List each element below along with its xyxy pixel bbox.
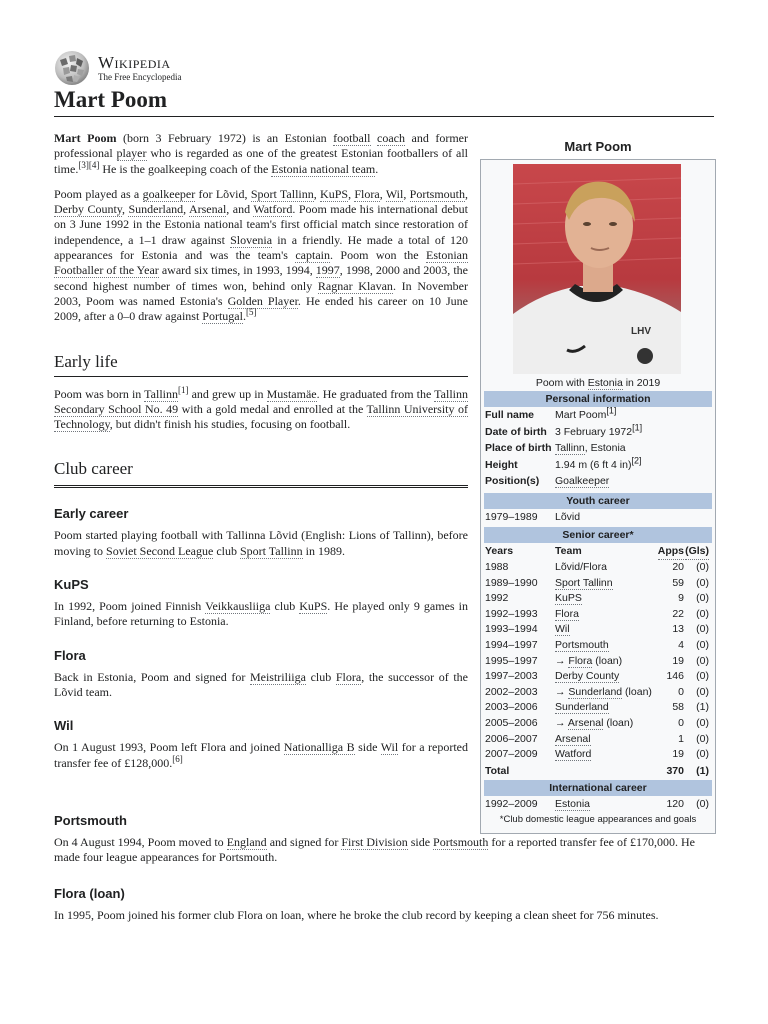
text-run: ,	[122, 202, 129, 217]
text-run: club	[213, 543, 240, 558]
text-run: Poom was born in	[54, 386, 145, 401]
career-goals: (0)	[696, 592, 709, 605]
wiki-link[interactable]: Tallinn	[144, 386, 178, 401]
career-goals: (0)	[696, 654, 709, 667]
text-run: 3 February 1972	[555, 425, 633, 438]
youth-career-row	[484, 509, 712, 525]
wiki-link[interactable]: Arsenal	[555, 732, 591, 745]
career-apps: 19	[672, 748, 684, 761]
portsmouth-paragraph	[54, 835, 714, 866]
wiki-link[interactable]: Sunderland	[128, 202, 184, 217]
career-apps: 9	[678, 592, 684, 605]
wiki-link[interactable]: coach	[377, 131, 405, 145]
photo-caption	[481, 377, 715, 389]
text-run: club	[305, 669, 336, 684]
subsection-heading-early-career: Early career	[54, 506, 129, 522]
player-photo[interactable]	[513, 164, 681, 374]
career-goals: (0)	[696, 607, 709, 620]
career-team	[555, 637, 609, 653]
wiki-link[interactable]: Flora	[354, 186, 380, 201]
wiki-link[interactable]: Flora	[568, 654, 593, 667]
subsection-heading-portsmouth: Portsmouth	[54, 813, 127, 828]
career-years: 1993–1994	[485, 623, 538, 636]
wiki-link[interactable]: Slovenia	[230, 232, 273, 247]
wiki-link[interactable]: Goalkeeper	[555, 475, 610, 487]
text-run: ,	[379, 186, 386, 201]
citation-ref[interactable]: [2]	[631, 455, 642, 465]
page-title: Mart Poom	[54, 86, 714, 117]
wiki-link[interactable]: Sport Tallinn	[240, 543, 303, 558]
wiki-link[interactable]: Nationalliga B	[283, 740, 355, 755]
text-run: (loan)	[603, 717, 634, 729]
wiki-link[interactable]: Flora	[335, 669, 362, 684]
personal-info-value	[555, 424, 642, 440]
text-run: He is the goalkeeping coach of the	[99, 161, 272, 176]
early-career-paragraph	[54, 528, 468, 559]
wiki-link[interactable]: football	[333, 131, 371, 145]
career-years: 1997–2003	[485, 670, 538, 683]
senior-career-header: Senior career*	[484, 527, 712, 543]
wiki-link[interactable]: Meistriliiga	[249, 669, 306, 684]
career-years: 1995–1997	[485, 654, 538, 667]
text-run: Lõvid	[555, 511, 581, 523]
text-run: for a reported transfer fee of £128,000.	[54, 740, 468, 770]
text-run: →	[555, 717, 568, 729]
early-life-paragraph	[54, 384, 468, 433]
career-apps: 13	[672, 623, 684, 636]
career-years: 1988	[485, 561, 509, 573]
wiki-link[interactable]: Portsmouth	[409, 186, 465, 201]
career-apps: 1	[678, 732, 684, 745]
kups-paragraph	[54, 599, 468, 630]
personal-info-row	[484, 440, 712, 456]
personal-info-label: Height	[485, 458, 518, 471]
wiki-link[interactable]: Ragnar Klavan	[317, 278, 393, 293]
text-run: On 1 August 1993, Poom left Flora and joined	[54, 740, 284, 755]
wiki-link[interactable]: Wil	[380, 740, 399, 755]
section-heading-early-life: Early life	[54, 351, 468, 377]
career-goals: (0)	[696, 798, 709, 810]
citation-ref[interactable]: [6]	[172, 753, 183, 764]
personal-info-value	[555, 473, 609, 489]
career-team	[555, 746, 591, 762]
senior-career-row	[484, 606, 712, 622]
wil-paragraph	[54, 740, 468, 771]
text-run: . He ended his career on 10 June 2009, after a 0–0 draw against	[54, 293, 468, 324]
citation-ref[interactable]: [1]	[632, 422, 643, 432]
text-run: . He played only 9 games in Finland, before returning to Estonia.	[54, 599, 468, 629]
text-run: (loan)	[622, 685, 652, 698]
career-team	[555, 559, 607, 575]
senior-career-row	[484, 668, 712, 684]
bold-text: Mart Poom	[54, 131, 117, 145]
career-goals: (0)	[696, 639, 709, 651]
text-run: →	[555, 685, 569, 698]
tagline: The Free Encyclopedia	[98, 71, 182, 82]
subsection-heading-flora-loan: Flora (loan)	[54, 886, 125, 901]
text-run: for Lõvid,	[195, 186, 251, 201]
svg-text:LHV: LHV	[631, 326, 651, 337]
wiki-link[interactable]: Sunderland	[555, 701, 609, 714]
career-years: 1992–1993	[485, 607, 538, 620]
career-team	[555, 684, 652, 700]
text-run: (loan)	[592, 654, 623, 667]
wiki-link[interactable]: Estonia national team	[271, 161, 376, 176]
text-run: 1.94 m (6 ft 4 in)	[555, 458, 632, 471]
career-years: 1992	[485, 592, 509, 605]
career-years: 1979–1989	[485, 511, 538, 523]
infobox-title: Mart Poom	[564, 139, 632, 154]
career-apps: 146	[666, 670, 684, 683]
personal-info-row	[484, 407, 712, 423]
senior-career-row	[484, 575, 712, 591]
text-run: .	[375, 161, 379, 176]
wikipedia-logo[interactable]	[54, 50, 181, 86]
text-run: in 1989.	[302, 543, 345, 558]
total-label: Total	[485, 765, 510, 777]
lead-paragraph-1	[54, 131, 468, 177]
wiki-link[interactable]: Derby County	[54, 202, 123, 217]
career-team	[555, 731, 591, 747]
senior-career-row	[484, 653, 712, 669]
career-team	[555, 796, 590, 812]
senior-career-row	[484, 731, 712, 747]
wiki-link[interactable]: Estonian Footballer of the Year	[54, 248, 468, 278]
wiki-link[interactable]: 1997	[315, 263, 340, 278]
citation-ref[interactable]: [1]	[178, 384, 189, 395]
career-years: 1992–2009	[485, 798, 538, 810]
career-team	[555, 668, 619, 684]
flora-loan-paragraph	[54, 908, 714, 923]
senior-career-row	[484, 590, 712, 606]
wiki-link[interactable]: KuPS	[320, 186, 349, 201]
career-goals: (0)	[696, 685, 709, 698]
personal-info-label: Position(s)	[485, 475, 540, 487]
career-apps: 120	[666, 798, 684, 810]
personal-info-value	[555, 440, 626, 456]
wiki-link[interactable]: player	[116, 146, 147, 161]
text-run: , 1998, 2000 and 2003, the second highest number of times won, behind only	[54, 263, 468, 293]
personal-info-value	[555, 407, 616, 423]
wiki-link[interactable]: Tallinn Secondary School No. 49	[54, 386, 468, 416]
text-run: and signed for	[266, 835, 342, 849]
wiki-link[interactable]: Tallinn University of Technology	[54, 401, 468, 432]
career-goals: (0)	[696, 670, 709, 683]
personal-info-label: Full name	[485, 409, 535, 421]
career-team	[555, 606, 579, 622]
text-run: . He graduated from the	[316, 386, 435, 401]
senior-career-total-row	[484, 763, 712, 779]
text-run: In 1995, Poom joined his former club Flora on loan, where he broke the club record by keeping a clean sheet for 756 minutes.	[54, 908, 659, 922]
total-apps: 370	[666, 765, 684, 777]
wiki-link[interactable]: KuPS	[299, 599, 328, 614]
text-run: . In November 2003, Poom was named Estonia's	[54, 278, 468, 308]
career-years: 2006–2007	[485, 732, 538, 745]
wiki-link[interactable]: KuPS	[555, 592, 582, 605]
wiki-link[interactable]: Portugal	[202, 309, 243, 324]
personal-info-row	[484, 457, 712, 473]
personal-info-row	[484, 473, 712, 489]
wiki-link[interactable]: Wil	[555, 623, 570, 636]
wiki-link[interactable]: Sport Tallinn	[555, 576, 613, 589]
col-gls[interactable]: (Gls)	[685, 543, 709, 560]
col-years: Years	[485, 545, 514, 557]
career-years: 2005–2006	[485, 717, 538, 729]
flora-loan-section	[54, 886, 714, 923]
wiki-link[interactable]: Derby County	[555, 670, 620, 683]
intl-career-row	[484, 796, 712, 812]
text-run: Poom played as a	[54, 186, 143, 201]
col-apps[interactable]: Apps	[658, 543, 684, 560]
career-team	[555, 715, 633, 731]
text-run: for a reported transfer fee of £170,000. He made four league appearances for Portsmouth.	[54, 835, 695, 865]
text-run: Mart Poom	[555, 409, 607, 421]
section-heading-club-career: Club career	[54, 458, 468, 488]
career-years: 1994–1997	[485, 639, 538, 651]
wiki-link[interactable]: Golden Player	[227, 293, 298, 308]
wiki-link[interactable]: Arsenal	[567, 717, 604, 729]
text-run: Back in Estonia, Poom and signed for	[54, 669, 250, 684]
international-career-header: International career	[484, 780, 712, 796]
senior-career-row	[484, 684, 712, 700]
wiki-link[interactable]: Wil	[385, 186, 404, 201]
wiki-link[interactable]: Portsmouth	[555, 639, 609, 651]
text-run: side	[407, 835, 434, 849]
career-goals: (0)	[696, 576, 709, 589]
col-team: Team	[555, 545, 582, 557]
text-run: , Estonia	[584, 442, 626, 454]
text-run: ,	[313, 186, 321, 201]
wiki-link[interactable]: Mustamäe	[266, 386, 317, 401]
personal-information-header: Personal information	[484, 391, 712, 407]
career-goals: (0)	[696, 561, 709, 573]
wiki-link[interactable]: Watford	[555, 748, 592, 761]
senior-career-column-headers	[484, 543, 712, 559]
text-run: On 4 August 1994, Poom moved to	[54, 835, 227, 849]
career-years: 2002–2003	[485, 685, 538, 698]
career-apps: 19	[672, 654, 684, 667]
total-gls: (1)	[696, 765, 709, 777]
text-run: club	[270, 599, 300, 614]
text-run: and grew up in	[188, 386, 267, 401]
text-run: .	[242, 309, 246, 324]
wiki-link[interactable]: First Division	[341, 835, 408, 849]
wiki-link[interactable]: Watford	[253, 202, 293, 217]
career-apps: 0	[678, 717, 684, 729]
subsection-heading-flora: Flora	[54, 647, 86, 663]
youth-career-header: Youth career	[484, 493, 712, 509]
infobox	[480, 159, 716, 834]
wiki-link[interactable]: England	[226, 835, 267, 849]
text-run: with a gold medal and enrolled at the	[178, 401, 367, 416]
wiki-link[interactable]: Estonia	[555, 798, 591, 810]
senior-career-row	[484, 715, 712, 731]
career-apps: 22	[672, 607, 684, 620]
wiki-link[interactable]: Portsmouth	[433, 835, 489, 849]
career-goals: (1)	[696, 701, 709, 714]
wiki-link[interactable]: Sunderland	[568, 685, 623, 698]
wikipedia-globe-icon	[54, 50, 90, 86]
article-body	[54, 131, 468, 781]
text-run: who is regarded as one of the greatest Estonian footballers of all time.	[54, 146, 469, 176]
wiki-link[interactable]: Flora	[555, 607, 579, 620]
text-run: Poom started playing football with Tallinna Lõvid (English: Lions of Tallinn), before moving to	[54, 528, 468, 558]
senior-career-row	[484, 637, 712, 653]
subsection-heading-wil: Wil	[54, 718, 74, 734]
wiki-link[interactable]: goalkeeper	[142, 186, 196, 201]
wiki-link[interactable]: Estonia	[587, 377, 623, 389]
career-apps: 0	[678, 685, 684, 698]
career-team	[555, 621, 570, 637]
career-goals: (0)	[696, 717, 709, 729]
wiki-link[interactable]: Soviet Second League	[106, 543, 214, 558]
senior-career-row	[484, 699, 712, 715]
senior-career-row	[484, 746, 712, 762]
text-run: in 2019	[622, 377, 661, 389]
text-run: , and	[226, 202, 254, 217]
career-team	[555, 653, 622, 669]
career-years: 2003–2006	[485, 701, 538, 714]
text-run: Lõvid/Flora	[555, 561, 607, 573]
career-apps: 20	[672, 561, 684, 573]
text-run: Poom with	[535, 377, 588, 389]
text-run: , the successor of the Lõvid team.	[54, 669, 468, 699]
career-years: 1989–1990	[485, 576, 538, 589]
senior-career-row	[484, 559, 712, 575]
career-team	[555, 699, 609, 715]
wiki-link[interactable]: Sport Tallinn	[250, 186, 314, 201]
text-run: side	[354, 740, 381, 755]
text-run: in a friendly. He made a total of 120 appearances for Estonia and was the team's	[54, 232, 468, 263]
career-team	[555, 590, 582, 606]
text-run: . Poom won the	[329, 248, 426, 263]
text-run: ,	[183, 202, 189, 217]
text-run: In 1992, Poom joined Finnish	[54, 599, 206, 614]
career-goals: (0)	[696, 623, 709, 636]
player-photo-image	[513, 164, 681, 374]
personal-info-label: Place of birth	[485, 442, 552, 454]
career-goals: (0)	[696, 732, 709, 745]
personal-info-value	[555, 457, 641, 473]
text-run: . Poom made his international debut on 3 June 1992 in the Estonia national team's first official match since restoration of independence, a 1–1 draw against	[54, 202, 468, 247]
text-run: , but didn't finish his studies, focusing on football.	[109, 417, 351, 432]
subsection-heading-kups: KuPS	[54, 577, 89, 593]
text-run: (born 3 February 1972) is an Estonian	[116, 131, 334, 145]
personal-info-row	[484, 424, 712, 440]
infobox-footnote: *Club domestic league appearances and goals	[499, 814, 697, 825]
text-run: →	[555, 654, 569, 667]
career-years: 2007–2009	[485, 748, 538, 761]
flora-paragraph	[54, 670, 468, 701]
career-apps: 4	[678, 639, 684, 651]
wiki-link[interactable]: Tallinn	[555, 442, 585, 454]
wiki-link[interactable]: captain	[295, 248, 330, 263]
text-run: ,	[465, 186, 468, 201]
career-team	[555, 509, 580, 525]
career-team	[555, 575, 613, 591]
career-apps: 59	[672, 576, 684, 589]
text-run: ,	[348, 186, 355, 201]
wiki-link[interactable]: Veikkausliiga	[205, 599, 271, 614]
text-run: award six times, in 1993, 1994,	[158, 263, 316, 278]
citation-ref[interactable]: [1]	[606, 405, 617, 416]
lead-paragraph-2	[54, 187, 468, 325]
text-run: and former professional	[54, 131, 468, 161]
wordmark: Wikipedia	[98, 52, 171, 72]
text-run: ,	[403, 186, 410, 201]
career-apps: 58	[672, 701, 684, 714]
citation-ref[interactable]: [5]	[245, 307, 257, 318]
senior-career-row	[484, 621, 712, 637]
citation-ref[interactable]: [3][4]	[78, 159, 100, 170]
personal-info-label: Date of birth	[485, 425, 547, 438]
career-goals: (0)	[696, 748, 709, 761]
wiki-link[interactable]: Arsenal	[188, 202, 227, 217]
